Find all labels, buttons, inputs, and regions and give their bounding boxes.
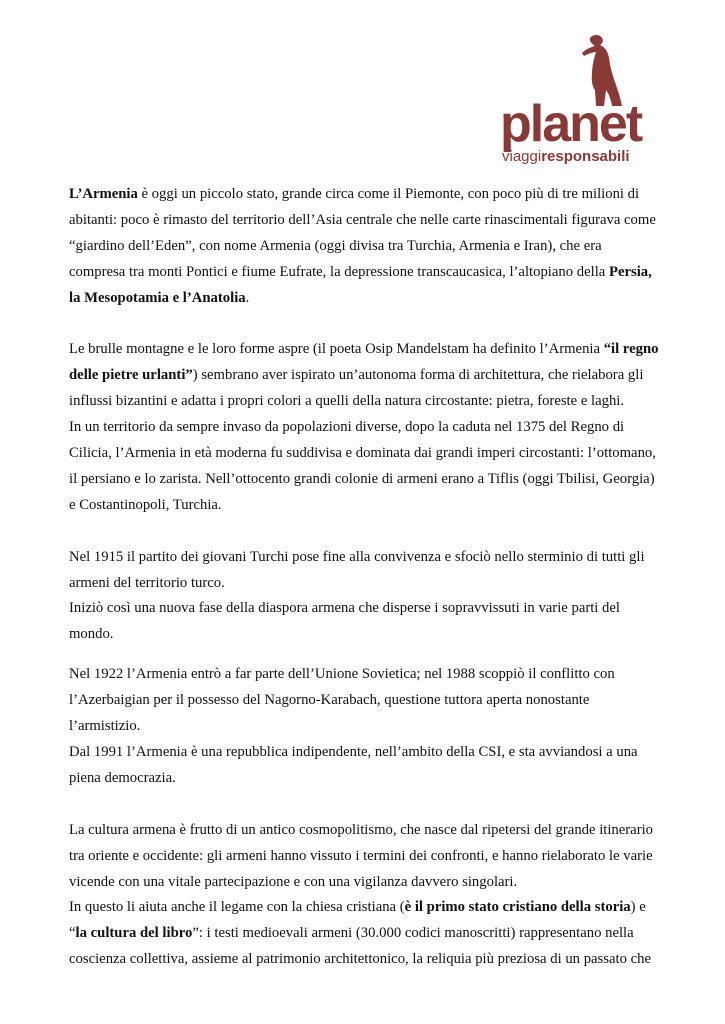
paragraph-independence: Dal 1991 l’Armenia è una repubblica indipendente, nell’ambito della CSI, e sta avviandosi a una piena democrazia.: [69, 744, 638, 786]
text-span: .: [245, 289, 250, 306]
paragraph-history: In un territorio da sempre invaso da popolazioni diverse, dopo la caduta nel 1375 del Regno di Cilicia, l’Armenia in età moderna fu suddivisa e dominata dai grandi imperi circostanti: l’ottomano, il persiano e lo zarista. Nell’ottocento grandi colonie di armeni erano a Tiflis (oggi Tbilisi, Georgia) e Costantinopoli, Turchia.: [69, 419, 656, 513]
planet-logo: [496, 30, 646, 170]
bold-culture-of-book: la cultura del libro: [75, 925, 193, 942]
bold-first-christian-state: è il primo stato cristiano della storia: [404, 899, 631, 916]
bold-regions: Persia, la Mesopotamia e l’Anatolia: [69, 263, 652, 306]
paragraph-mountains: [69, 337, 659, 415]
paragraph-1915: Nel 1915 il partito dei giovani Turchi pose fine alla convivenza e sfociò nello sterminio di tutti gli armeni del territorio turco.: [69, 548, 645, 591]
text-span: In questo li aiuta anche il legame con la chiesa cristiana (: [69, 899, 405, 916]
paragraph-soviet: Nel 1922 l’Armenia entrò a far parte dell’Unione Sovietica; nel 1988 scoppiò il conflitto con l’Azerbaigian per il possesso del Nagorno-Karabach, questione tuttora aperta nonostante l’armistizio.: [69, 666, 615, 735]
text-span: ”: i testi medioevali armeni (30.000 codici manoscritti) rappresentano nella coscienza collettiva, assieme al patrimonio architettonico, la reliquia più preziosa di un passato che: [69, 925, 651, 968]
text-span: ) sembrano aver ispirato un’autonoma forma di architettura, che rielabora gli influssi bizantini e adatta i propri colori a quelli della natura circostante: pietra, foreste e laghi.: [69, 367, 644, 410]
paragraph-church: [69, 895, 659, 973]
paragraph-intro: [69, 182, 659, 312]
paragraph-diaspora: Iniziò così una nuova fase della diaspora armena che disperse i sopravvissuti in varie parti del mondo.: [69, 600, 621, 643]
document-body: [69, 182, 659, 973]
text-span: ) e “: [69, 899, 646, 942]
logo-tagline-light: viaggi: [502, 148, 542, 165]
logo-tagline: [502, 148, 630, 166]
bold-armenia: L’Armenia: [69, 186, 138, 202]
text-span: Le brulle montagne e le loro forme aspre (il poeta Osip Mandelstam ha definito l’Armenia: [69, 341, 604, 358]
paragraph-culture: La cultura armena è frutto di un antico cosmopolitismo, che nasce dal ripetersi del grande itinerario tra oriente e occidente: gli armeni hanno vissuto i termini dei confronti, e hanno rielaborato le varie vicende con una vitale partecipazione e con una vigilanza davvero singolari.: [69, 821, 654, 890]
logo-wordmark: planet: [500, 95, 642, 153]
text-span: è oggi un piccolo stato, grande circa come il Piemonte, con poco più di tre milioni di abitanti: poco è rimasto del territorio dell’Asia centrale che nelle carte rinascimentali figurava come “giardino dell’Eden”, con nome Armenia (oggi divisa tra Turchia, Armenia e Iran), che era compresa tra monti Pontici e fiume Eufrate, la depressione transcaucasica, l’altopiano della: [69, 186, 656, 280]
logo-tagline-bold: responsabili: [541, 148, 630, 165]
bold-quote-stones: “il regno delle pietre urlanti”: [69, 341, 659, 384]
